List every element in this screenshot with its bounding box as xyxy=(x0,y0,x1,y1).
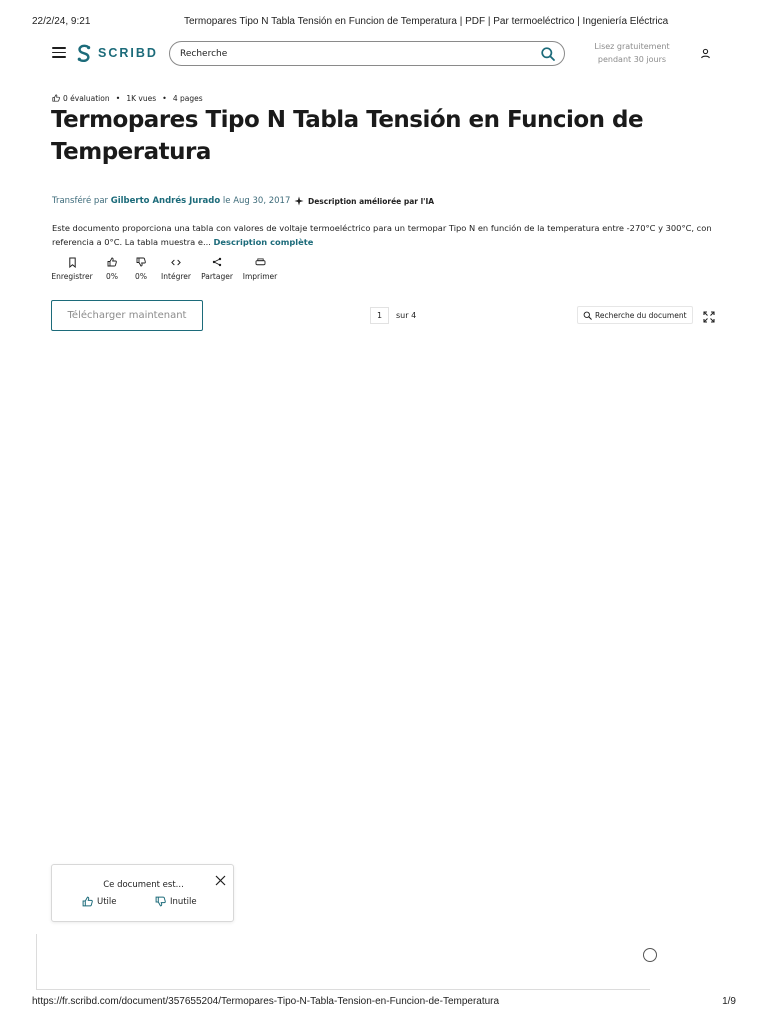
trial-line-2: pendant 30 jours xyxy=(597,55,667,64)
free-trial-link[interactable] xyxy=(584,40,680,66)
top-navigation-bar xyxy=(52,38,718,70)
embed-button[interactable] xyxy=(159,256,193,281)
menu-icon[interactable] xyxy=(52,47,66,59)
document-search-button[interactable] xyxy=(577,306,693,324)
not-useful-label: Inutile xyxy=(170,896,197,907)
embed-label: Intégrer xyxy=(161,272,191,281)
document-description xyxy=(52,222,716,249)
print-label: Imprimer xyxy=(242,272,278,281)
like-percentage: 0% xyxy=(106,272,118,281)
print-header xyxy=(32,16,736,30)
uploaded-date: le Aug 30, 2017 xyxy=(222,196,291,206)
useful-label: Utile xyxy=(97,896,117,907)
code-icon xyxy=(171,258,181,267)
thumbs-up-icon xyxy=(82,896,93,907)
share-button[interactable] xyxy=(200,256,234,281)
fullscreen-icon[interactable] xyxy=(703,308,716,321)
page-number-input[interactable] xyxy=(370,307,389,324)
useful-button[interactable] xyxy=(82,896,117,907)
thumbs-down-icon xyxy=(136,257,146,267)
thumbs-down-icon xyxy=(155,896,166,907)
uploader-link[interactable]: Gilberto Andrés Jurado xyxy=(110,196,221,206)
ad-frame xyxy=(36,934,650,990)
uploader-line xyxy=(52,196,290,206)
bookmark-icon xyxy=(68,257,77,268)
printer-icon xyxy=(255,258,266,267)
search-icon xyxy=(583,311,592,320)
logo-text: SCRIBD xyxy=(98,46,158,60)
trial-line-1: Lisez gratuitement xyxy=(594,42,670,51)
thumbs-up-icon xyxy=(52,94,60,102)
dislike-button[interactable] xyxy=(131,256,151,281)
not-useful-button[interactable] xyxy=(155,896,197,907)
view-count: 1K vues xyxy=(126,93,157,103)
page-navigator xyxy=(370,307,416,324)
user-icon xyxy=(700,48,711,59)
thumbs-up-icon xyxy=(107,257,117,267)
ai-description-badge xyxy=(294,196,434,206)
download-now-button[interactable]: Télécharger maintenant xyxy=(51,300,203,331)
share-icon xyxy=(212,257,222,267)
site-search-input[interactable] xyxy=(180,46,520,62)
ad-options-button[interactable] xyxy=(643,948,657,962)
document-meta: 0 évaluation • 1K vues • 4 pages xyxy=(52,92,203,104)
full-description-link[interactable]: Description complète xyxy=(213,236,314,247)
print-button[interactable] xyxy=(242,256,278,281)
print-page-title: Termopares Tipo N Tabla Tensión en Funcion de Temperatura | PDF | Par termoeléctrico | Ingeniería Eléctrica xyxy=(184,16,669,27)
uploaded-prefix: Transféré par xyxy=(52,196,109,206)
save-button[interactable] xyxy=(50,256,94,281)
print-footer xyxy=(32,996,736,1010)
description-text: Este documento proporciona una tabla con valores de voltaje termoeléctrico para un termopar Tipo N en función de la temperatura entre -270°C y 300°C, con referencia a 0°C. La tabla muestra e... xyxy=(52,223,712,247)
feedback-question: Ce document est... xyxy=(103,880,184,890)
page-url: https://fr.scribd.com/document/357655204/Termopares-Tipo-N-Tabla-Tension-en-Funcion-de-Temperatura xyxy=(32,996,500,1007)
save-label: Enregistrer xyxy=(51,272,93,281)
search-icon[interactable] xyxy=(540,46,556,62)
sparkle-icon xyxy=(294,196,304,206)
scribd-logo-icon xyxy=(76,44,92,63)
dislike-percentage: 0% xyxy=(135,272,147,281)
page-count: 4 pages xyxy=(172,93,203,103)
document-search-label: Recherche du document xyxy=(595,310,687,320)
document-title: Termopares Tipo N Tabla Tensión en Funcion de Temperatura xyxy=(51,107,644,165)
share-label: Partager xyxy=(201,272,233,281)
site-search-box xyxy=(169,41,565,66)
like-button[interactable] xyxy=(102,256,122,281)
ai-badge-label: Description améliorée par l'IA xyxy=(308,196,435,206)
user-account-button[interactable] xyxy=(692,40,718,66)
total-pages: sur 4 xyxy=(396,311,417,320)
print-date: 22/2/24, 9:21 xyxy=(32,16,91,27)
rating-count: 0 évaluation xyxy=(63,93,110,103)
feedback-popup xyxy=(51,864,234,922)
print-page-number: 1/9 xyxy=(722,996,736,1007)
scribd-logo[interactable] xyxy=(76,42,158,64)
